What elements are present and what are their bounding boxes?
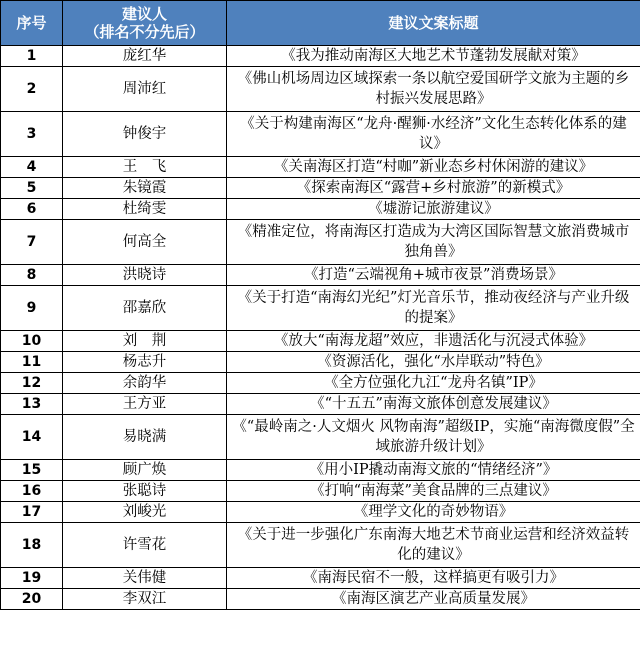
proposal-title: 《佛山机场周边区域探索一条以航空爱国研学文旅为主题的乡村振兴发展思路》 <box>227 67 640 112</box>
proposer-name: 易晓满 <box>63 415 227 460</box>
proposal-title: 《我为推动南海区大地艺术节蓬勃发展献对策》 <box>227 46 640 67</box>
table-row <box>1 589 640 610</box>
row-number: 10 <box>1 331 63 352</box>
row-number: 16 <box>1 481 63 502</box>
table-row <box>1 67 640 112</box>
proposer-name: 关伟健 <box>63 568 227 589</box>
table-row <box>1 352 640 373</box>
proposal-title: 《打造“云端视角+城市夜景”消费场景》 <box>227 265 640 286</box>
row-number: 12 <box>1 373 63 394</box>
table-row <box>1 46 640 67</box>
table-body <box>1 46 640 610</box>
row-number: 4 <box>1 157 63 178</box>
proposal-title: 《关南海区打造“村咖”新业态乡村休闲游的建议》 <box>227 157 640 178</box>
proposer-name: 邵嘉欣 <box>63 286 227 331</box>
proposal-title: 《墟游记旅游建议》 <box>227 199 640 220</box>
table-row <box>1 331 640 352</box>
proposer-name: 许雪花 <box>63 523 227 568</box>
table-row <box>1 178 640 199</box>
proposer-name: 杜绮雯 <box>63 199 227 220</box>
proposer-name: 顾广焕 <box>63 460 227 481</box>
table-row <box>1 220 640 265</box>
row-number: 5 <box>1 178 63 199</box>
header-title: 建议文案标题 <box>227 1 640 46</box>
row-number: 7 <box>1 220 63 265</box>
table-row <box>1 286 640 331</box>
header-name-line2: （排名不分先后） <box>84 23 205 41</box>
proposal-title: 《资源活化，强化“水岸联动”特色》 <box>227 352 640 373</box>
row-number: 6 <box>1 199 63 220</box>
table-row <box>1 157 640 178</box>
row-number: 19 <box>1 568 63 589</box>
table-row <box>1 199 640 220</box>
proposer-name: 钟俊宇 <box>63 112 227 157</box>
table-row <box>1 481 640 502</box>
proposal-title: 《放大“南海龙超”效应，非遗活化与沉浸式体验》 <box>227 331 640 352</box>
proposer-name: 王方亚 <box>63 394 227 415</box>
proposal-title: 《打响“南海菜”美食品牌的三点建议》 <box>227 481 640 502</box>
row-number: 15 <box>1 460 63 481</box>
proposal-title: 《“十五五”南海文旅体创意发展建议》 <box>227 394 640 415</box>
proposer-name: 余韵华 <box>63 373 227 394</box>
table-row <box>1 415 640 460</box>
row-number: 14 <box>1 415 63 460</box>
table-row <box>1 373 640 394</box>
proposer-name: 何高全 <box>63 220 227 265</box>
table-row <box>1 112 640 157</box>
table-row <box>1 502 640 523</box>
row-number: 9 <box>1 286 63 331</box>
proposer-name: 洪晓诗 <box>63 265 227 286</box>
proposal-title: 《精准定位，将南海区打造成为大湾区国际智慧文旅消费城市独角兽》 <box>227 220 640 265</box>
proposer-name: 朱镜霞 <box>63 178 227 199</box>
table-row <box>1 394 640 415</box>
row-number: 13 <box>1 394 63 415</box>
row-number: 11 <box>1 352 63 373</box>
proposer-name: 刘峻光 <box>63 502 227 523</box>
proposal-title: 《理学文化的奇妙物语》 <box>227 502 640 523</box>
proposal-title: 《关于进一步强化广东南海大地艺术节商业运营和经济效益转化的建议》 <box>227 523 640 568</box>
proposer-name: 刘 荆 <box>63 331 227 352</box>
proposal-title: 《“最岭南之·人文烟火 风物南海”超级IP，实施“南海微度假”全域旅游升级计划》 <box>227 415 640 460</box>
header-no: 序号 <box>1 1 63 46</box>
row-number: 17 <box>1 502 63 523</box>
table-row <box>1 568 640 589</box>
row-number: 1 <box>1 46 63 67</box>
proposer-name: 周沛红 <box>63 67 227 112</box>
proposer-name: 庞红华 <box>63 46 227 67</box>
table-row <box>1 265 640 286</box>
proposer-name: 王 飞 <box>63 157 227 178</box>
table-row <box>1 460 640 481</box>
proposer-name: 李双江 <box>63 589 227 610</box>
header-name <box>63 1 227 46</box>
table-row <box>1 523 640 568</box>
row-number: 8 <box>1 265 63 286</box>
proposer-name: 杨志升 <box>63 352 227 373</box>
row-number: 3 <box>1 112 63 157</box>
proposal-title: 《南海民宿不一般，这样搞更有吸引力》 <box>227 568 640 589</box>
proposal-title: 《南海区演艺产业高质量发展》 <box>227 589 640 610</box>
proposal-title: 《用小IP撬动南海文旅的“情绪经济”》 <box>227 460 640 481</box>
proposal-title: 《探索南海区“露营+乡村旅游”的新模式》 <box>227 178 640 199</box>
proposal-title: 《关于打造“南海幻光纪”灯光音乐节，推动夜经济与产业升级的提案》 <box>227 286 640 331</box>
row-number: 20 <box>1 589 63 610</box>
header-name-line1: 建议人 <box>121 5 167 23</box>
row-number: 2 <box>1 67 63 112</box>
header-row <box>1 1 640 46</box>
proposal-title: 《全方位强化九江“龙舟名镇”IP》 <box>227 373 640 394</box>
proposer-name: 张聪诗 <box>63 481 227 502</box>
proposal-title: 《关于构建南海区“龙舟·醒狮·水经济”文化生态转化体系的建议》 <box>227 112 640 157</box>
row-number: 18 <box>1 523 63 568</box>
